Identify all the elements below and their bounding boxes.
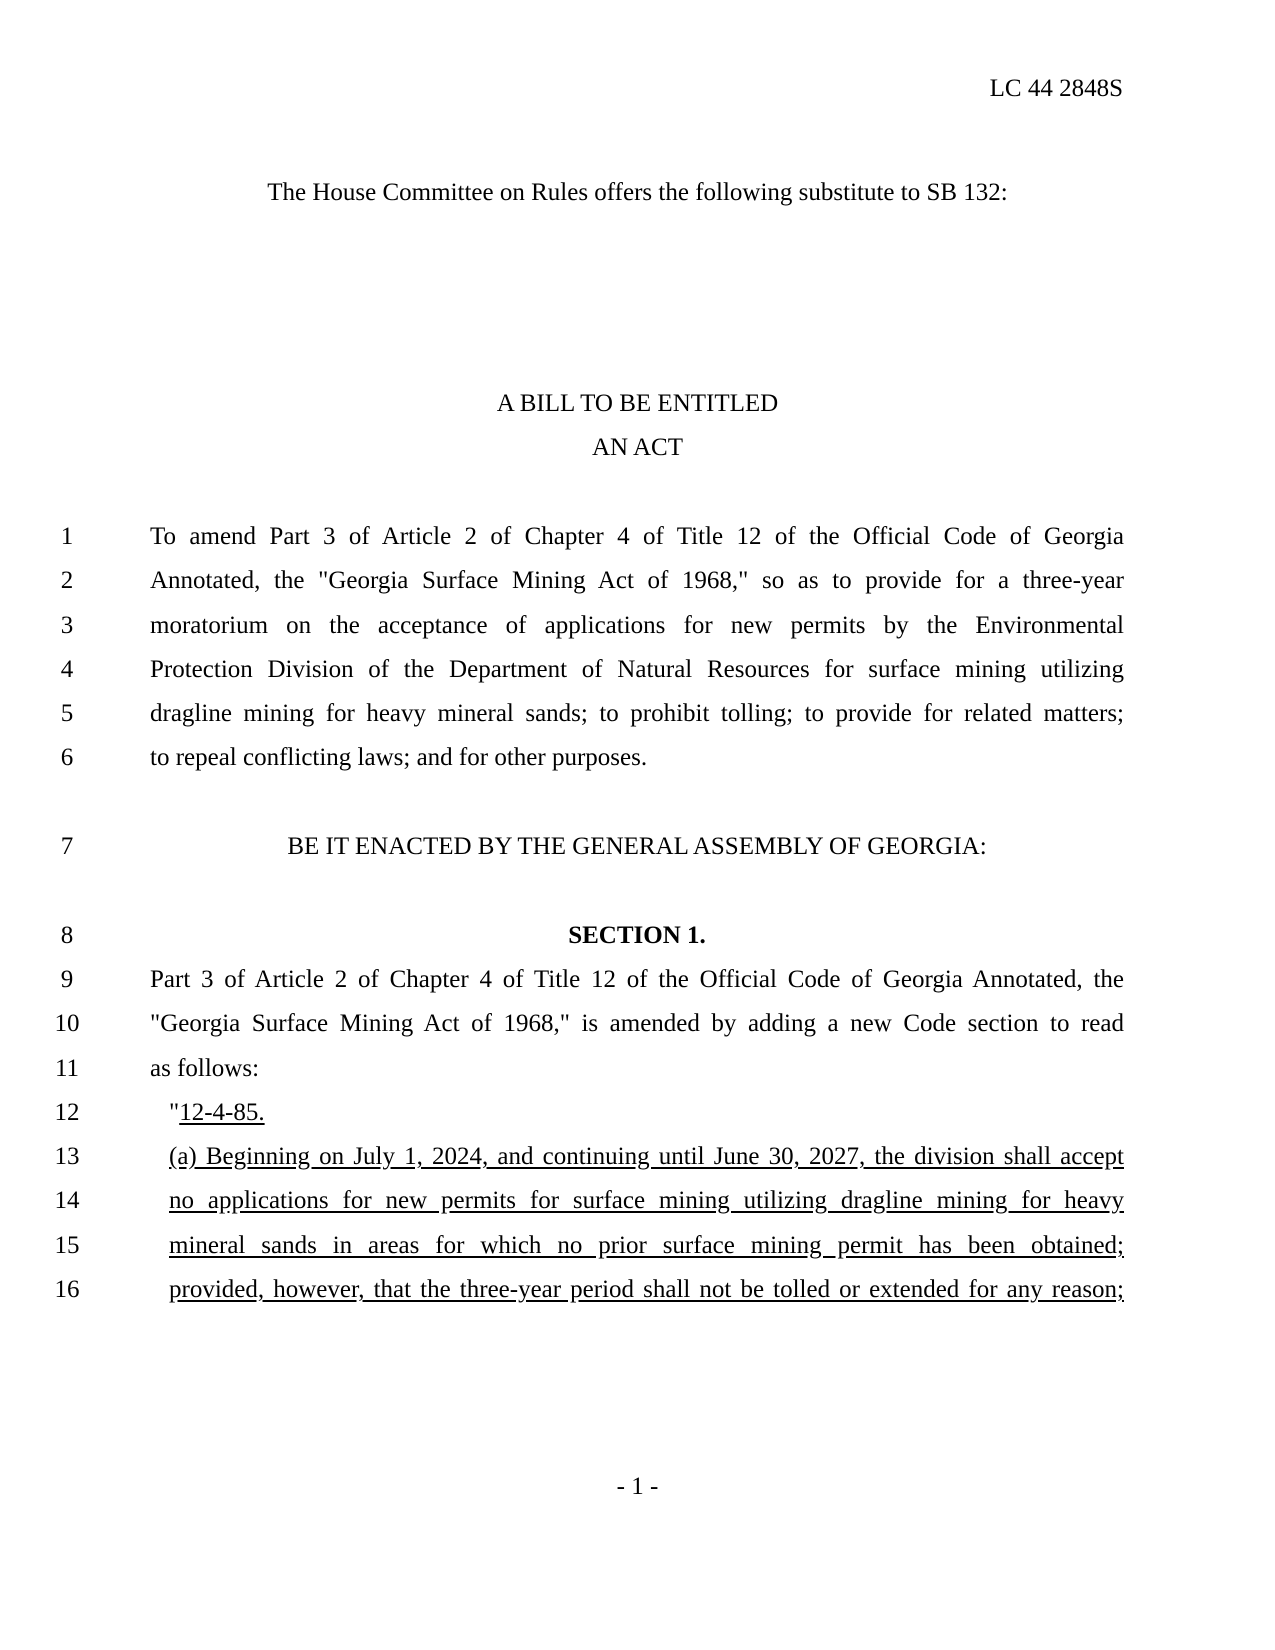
enacting-clause: BE IT ENACTED BY THE GENERAL ASSEMBLY OF GEORGIA: bbox=[287, 833, 987, 860]
bill-line bbox=[0, 655, 1275, 685]
line-number: 2 bbox=[60, 567, 74, 594]
line-text: "Georgia Surface Mining Act of 1968," is amended by adding a new Code section to read bbox=[150, 1010, 1124, 1037]
line-number: 12 bbox=[54, 1099, 80, 1126]
inserted-text: mineral sands in areas for which no prior surface mining permit has been obtained; bbox=[169, 1232, 1124, 1259]
line-text: Part 3 of Article 2 of Chapter 4 of Title 12 of the Official Code of Georgia Annotated, the bbox=[150, 966, 1124, 993]
bill-line bbox=[0, 611, 1275, 641]
line-text: Annotated, the "Georgia Surface Mining Act of 1968," so as to provide for a three-year bbox=[150, 567, 1124, 594]
line-number: 5 bbox=[60, 700, 74, 727]
line-number: 3 bbox=[60, 612, 74, 639]
inserted-text: (a) Beginning on July 1, 2024, and continuing until June 30, 2027, the division shall accept bbox=[169, 1143, 1124, 1170]
line-number: 10 bbox=[54, 1010, 80, 1037]
page-number: - 1 - bbox=[616, 1473, 659, 1500]
code-section-number bbox=[169, 1098, 1124, 1128]
inserted-text: provided, however, that the three-year period shall not be tolled or extended for any reason; bbox=[169, 1276, 1124, 1303]
bill-line bbox=[0, 699, 1275, 729]
line-number: 8 bbox=[60, 922, 74, 949]
bill-line bbox=[0, 1186, 1275, 1216]
line-number: 7 bbox=[60, 833, 74, 860]
line-text: dragline mining for heavy mineral sands; to prohibit tolling; to provide for related matters; bbox=[150, 700, 1124, 727]
bill-line bbox=[0, 832, 1275, 862]
bill-line bbox=[0, 1231, 1275, 1261]
line-number: 11 bbox=[54, 1055, 80, 1082]
line-number: 9 bbox=[60, 966, 74, 993]
line-text: moratorium on the acceptance of applications for new permits by the Environmental bbox=[150, 612, 1124, 639]
section-heading: SECTION 1. bbox=[568, 922, 706, 949]
code-section-label: 12-4-85. bbox=[179, 1099, 265, 1126]
bill-line bbox=[0, 1275, 1275, 1305]
line-number: 4 bbox=[60, 656, 74, 683]
line-text: To amend Part 3 of Article 2 of Chapter 4 of Title 12 of the Official Code of Georgia bbox=[150, 523, 1124, 550]
open-quote: " bbox=[169, 1099, 180, 1126]
line-text: Protection Division of the Department of Natural Resources for surface mining utilizing bbox=[150, 656, 1124, 683]
line-number: 13 bbox=[54, 1143, 80, 1170]
bill-line bbox=[0, 743, 1275, 773]
act-title: AN ACT bbox=[592, 434, 683, 461]
bill-line bbox=[0, 566, 1275, 596]
bill-line bbox=[0, 965, 1275, 995]
line-number: 14 bbox=[54, 1187, 80, 1214]
bill-line bbox=[0, 1098, 1275, 1128]
substitute-offer-line: The House Committee on Rules offers the following substitute to SB 132: bbox=[267, 179, 1008, 206]
line-number: 15 bbox=[54, 1232, 80, 1259]
line-number: 6 bbox=[60, 744, 74, 771]
bill-title: A BILL TO BE ENTITLED bbox=[496, 390, 779, 417]
bill-line bbox=[0, 1009, 1275, 1039]
inserted-text: no applications for new permits for surface mining utilizing dragline mining for heavy bbox=[169, 1187, 1124, 1214]
line-text: to repeal conflicting laws; and for other purposes. bbox=[150, 744, 648, 771]
line-text: as follows: bbox=[150, 1055, 260, 1082]
bill-line bbox=[0, 1054, 1275, 1084]
bill-line bbox=[0, 1142, 1275, 1172]
document-id: LC 44 2848S bbox=[989, 75, 1123, 102]
line-number: 1 bbox=[60, 523, 74, 550]
bill-line bbox=[0, 522, 1275, 552]
line-number: 16 bbox=[54, 1276, 80, 1303]
bill-line bbox=[0, 921, 1275, 951]
